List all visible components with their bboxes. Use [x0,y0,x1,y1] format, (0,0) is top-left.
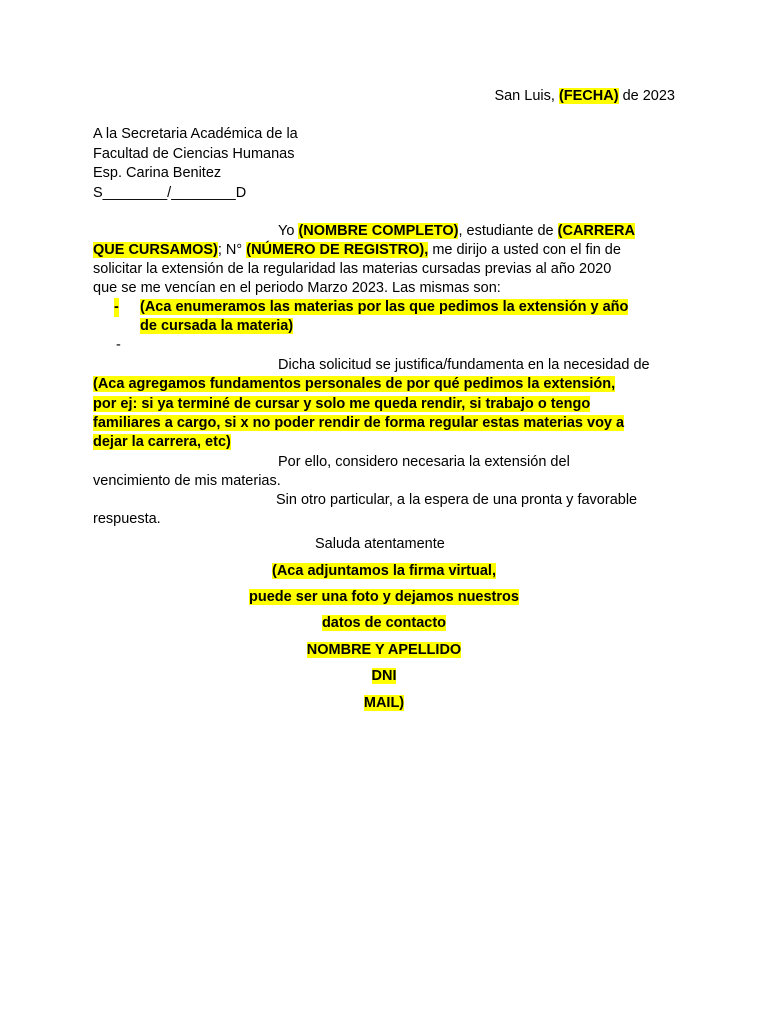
greeting: Saluda atentamente [315,536,445,552]
body-line-4: que se me vencían en el periodo Marzo 2023. Las mismas son: [93,280,501,296]
consider-line-2: vencimiento de mis materias. [93,473,281,489]
recipient-line-2: Facultad de Ciencias Humanas [93,146,295,162]
signature-line-2 [0,588,768,607]
body-line-3: solicitar la extensión de la regularidad las materias cursadas previas al año 2020 [93,261,612,277]
signature-text-1: (Aca adjuntamos la firma virtual, [271,563,496,579]
bullet-dash-2: - [116,337,121,353]
reasons-text-3: familiares a cargo, si x no poder rendir de forma regular estas materias voy a [93,415,625,431]
closing-line-1: Sin otro particular, a la espera de una pronta y favorable [276,492,638,508]
yo-text: Yo [278,223,299,239]
registration-placeholder: (NÚMERO DE REGISTRO), [246,242,429,258]
signature-text-3: datos de contacto [321,615,447,631]
signature-text-2: puede ser una foto y dejamos nuestros [249,589,519,605]
reasons-line-2 [93,395,590,414]
signature-text-6: MAIL) [363,695,405,711]
signature-text-4: NOMBRE Y APELLIDO [306,642,462,658]
signature-line-6 [0,694,768,713]
bullet-item-1-text-a: (Aca enumeramos las materias por las que pedimos la extensión y año [140,299,629,315]
reasons-line-3 [93,414,624,433]
date-line [494,87,675,106]
recipient-line-4: S________/________D [93,185,247,201]
request-text: me dirijo a usted con el fin de [428,242,621,258]
name-placeholder: (NOMBRE COMPLETO) [298,223,459,239]
recipient-line-1: A la Secretaria Académica de la [93,126,298,142]
bullet-dash-1: - [114,299,119,315]
signature-line-1 [0,562,768,581]
career-placeholder-part-1: (CARRERA [557,223,635,239]
place-text: San Luis, [494,88,559,104]
career-placeholder-part-2: QUE CURSAMOS) [93,242,218,258]
date-placeholder: (FECHA) [558,88,619,104]
reasons-text-2: por ej: si ya terminé de cursar y solo me queda rendir, si trabajo o tengo [93,396,591,412]
signature-line-3 [0,614,768,633]
signature-text-5: DNI [371,668,397,684]
reasons-text-4: dejar la carrera, etc) [93,434,231,450]
bullet-item-1-line-1 [140,298,628,317]
justify-intro: Dicha solicitud se justifica/fundamenta en la necesidad de [278,357,650,373]
reasons-line-1 [93,375,615,394]
reasons-text-1: (Aca agregamos fundamentos personales de por qué pedimos la extensión, [93,376,616,392]
year-text: de 2023 [618,88,675,104]
signature-line-4 [0,641,768,660]
student-text: , estudiante de [458,223,558,239]
signature-line-5 [0,667,768,686]
bullet-item-1-line-2 [140,317,293,336]
reasons-line-4 [93,433,231,452]
consider-line-1: Por ello, considero necesaria la extensión del [278,454,570,470]
body-line-2 [93,241,621,260]
recipient-line-3: Esp. Carina Benitez [93,165,222,181]
closing-line-2: respuesta. [93,511,161,527]
bullet-item-1-text-b: de cursada la materia) [140,318,294,334]
body-line-1 [278,222,635,241]
number-label: ; N° [217,242,247,258]
